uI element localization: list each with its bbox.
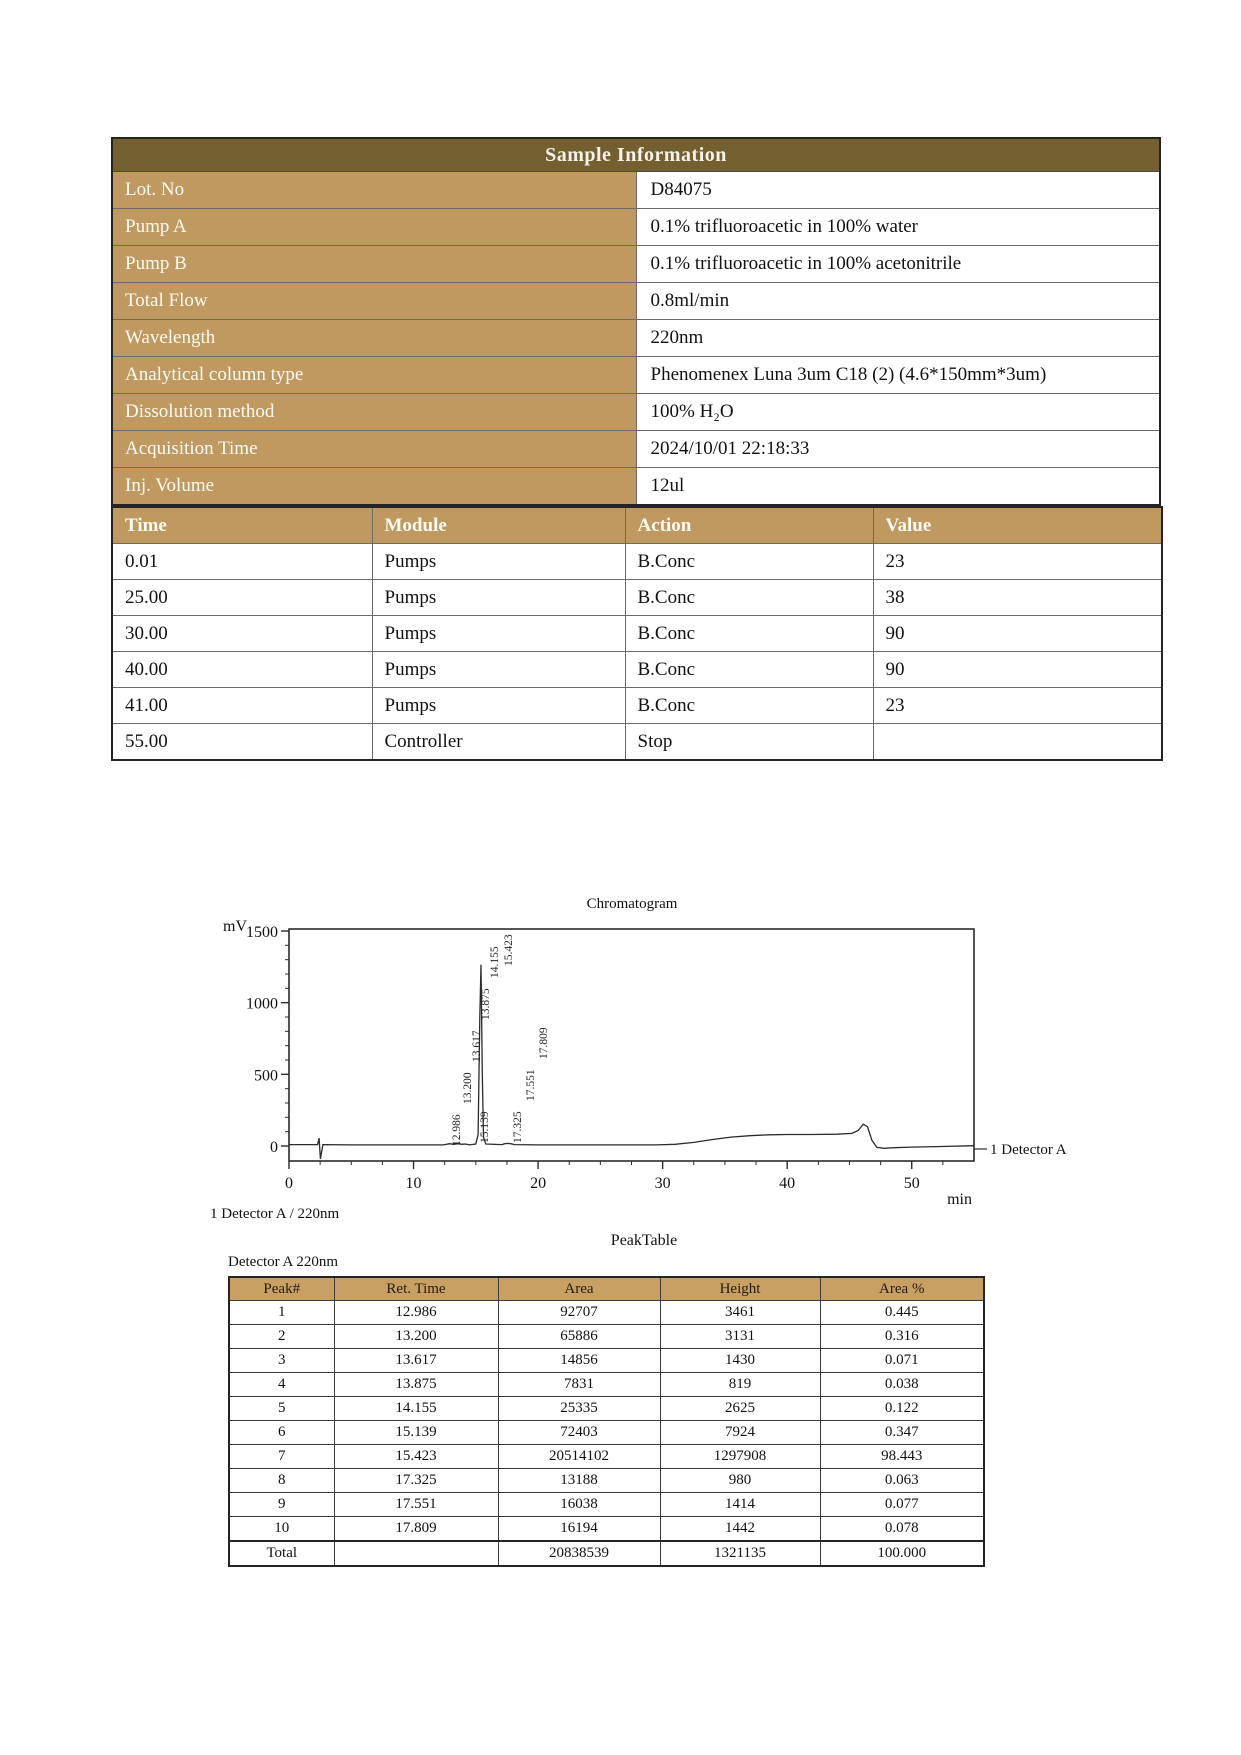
row-label: Dissolution method (112, 394, 636, 431)
table-row (112, 688, 1162, 724)
x-tick-label: 10 (405, 1175, 422, 1192)
table-row (112, 246, 1160, 283)
total-cell: Total (229, 1541, 334, 1566)
peak-retention-label: 13.200 (462, 1072, 474, 1104)
cell: 6 (229, 1421, 334, 1445)
total-cell (334, 1541, 498, 1566)
cell: 90 (873, 652, 1162, 688)
cell: 0.077 (820, 1493, 984, 1517)
y-tick-label: 500 (254, 1067, 278, 1085)
row-label: Inj. Volume (112, 468, 636, 506)
table-row (229, 1445, 984, 1469)
cell: Pumps (372, 616, 625, 652)
x-tick-label: 40 (779, 1175, 796, 1192)
cell: 0.01 (112, 544, 372, 580)
row-label: Total Flow (112, 283, 636, 320)
cell: 98.443 (820, 1445, 984, 1469)
x-tick-label: 0 (285, 1175, 293, 1192)
row-label: Wavelength (112, 320, 636, 357)
cell: 17.551 (334, 1493, 498, 1517)
chart-footer-label: 1 Detector A / 220nm (210, 1206, 340, 1222)
cell: Pumps (372, 544, 625, 580)
cell: 7924 (660, 1421, 820, 1445)
row-value: 0.1% trifluoroacetic in 100% acetonitrile (636, 246, 1160, 283)
cell: 25335 (498, 1397, 660, 1421)
cell: 1442 (660, 1517, 820, 1542)
row-label: Analytical column type (112, 357, 636, 394)
cell: Pumps (372, 688, 625, 724)
row-value: 220nm (636, 320, 1160, 357)
column-header: Ret. Time (334, 1277, 498, 1301)
cell (873, 724, 1162, 761)
cell: 13188 (498, 1469, 660, 1493)
cell: 3461 (660, 1301, 820, 1325)
cell: B.Conc (625, 652, 873, 688)
cell: 0.071 (820, 1349, 984, 1373)
cell: 1297908 (660, 1445, 820, 1469)
row-value: 100% H₂O (636, 394, 1160, 431)
series-label: 1 Detector A (990, 1142, 1067, 1158)
cell: 72403 (498, 1421, 660, 1445)
column-header: Area % (820, 1277, 984, 1301)
cell: 5 (229, 1397, 334, 1421)
cell: 13.875 (334, 1373, 498, 1397)
cell: 14.155 (334, 1397, 498, 1421)
table-row (229, 1397, 984, 1421)
cell: 16194 (498, 1517, 660, 1542)
table-row (112, 138, 1160, 172)
cell: 3 (229, 1349, 334, 1373)
table-row (229, 1421, 984, 1445)
table-row (229, 1349, 984, 1373)
total-cell: 1321135 (660, 1541, 820, 1566)
row-label: Acquisition Time (112, 431, 636, 468)
cell: 90 (873, 616, 1162, 652)
table-row (229, 1325, 984, 1349)
column-header: Time (112, 507, 372, 544)
x-tick-label: 20 (530, 1175, 547, 1192)
total-cell: 100.000 (820, 1541, 984, 1566)
cell: 9 (229, 1493, 334, 1517)
table-row (112, 209, 1160, 246)
table-row (229, 1541, 984, 1566)
column-header: Height (660, 1277, 820, 1301)
cell: 0.347 (820, 1421, 984, 1445)
cell: 3131 (660, 1325, 820, 1349)
row-label: Pump A (112, 209, 636, 246)
y-tick-label: 0 (270, 1139, 278, 1156)
cell: 7 (229, 1445, 334, 1469)
cell: 17.325 (334, 1469, 498, 1493)
table-row (112, 394, 1160, 431)
table-header-row (229, 1277, 984, 1301)
y-tick-label: 1500 (246, 924, 278, 941)
sample-information-table (111, 137, 1161, 506)
peak-retention-label: 12.986 (451, 1114, 463, 1146)
table-header-row (112, 507, 1162, 544)
cell: 55.00 (112, 724, 372, 761)
table-row (229, 1493, 984, 1517)
cell: 0.063 (820, 1469, 984, 1493)
cell: 41.00 (112, 688, 372, 724)
table-row (112, 544, 1162, 580)
cell: 25.00 (112, 580, 372, 616)
row-value: 0.1% trifluoroacetic in 100% water (636, 209, 1160, 246)
row-value: 0.8ml/min (636, 283, 1160, 320)
table-row (112, 283, 1160, 320)
cell: 10 (229, 1517, 334, 1542)
cell: 92707 (498, 1301, 660, 1325)
x-tick-label: 30 (654, 1175, 671, 1192)
cell: 2 (229, 1325, 334, 1349)
table-row (112, 652, 1162, 688)
detector-signal-trace (289, 965, 974, 1159)
peak-retention-label: 15.423 (503, 934, 515, 966)
peak-retention-label: 13.617 (471, 1030, 483, 1062)
row-value: Phenomenex Luna 3um C18 (2) (4.6*150mm*3um) (636, 357, 1160, 394)
table-row (112, 724, 1162, 761)
table-row (229, 1301, 984, 1325)
column-header: Peak# (229, 1277, 334, 1301)
table-row (112, 468, 1160, 506)
table-row (112, 431, 1160, 468)
row-value: 2024/10/01 22:18:33 (636, 431, 1160, 468)
cell: 0.038 (820, 1373, 984, 1397)
row-label: Pump B (112, 246, 636, 283)
cell: 40.00 (112, 652, 372, 688)
cell: 65886 (498, 1325, 660, 1349)
cell: 4 (229, 1373, 334, 1397)
cell: 1 (229, 1301, 334, 1325)
cell: 7831 (498, 1373, 660, 1397)
column-header: Module (372, 507, 625, 544)
cell: 2625 (660, 1397, 820, 1421)
cell: 38 (873, 580, 1162, 616)
peaktable-title: PeakTable (610, 1232, 678, 1249)
table-row (112, 580, 1162, 616)
cell: B.Conc (625, 580, 873, 616)
gradient-program-table (111, 506, 1163, 761)
plot-frame (289, 929, 974, 1161)
cell: 819 (660, 1373, 820, 1397)
table-row (229, 1469, 984, 1493)
cell: 14856 (498, 1349, 660, 1373)
row-value: D84075 (636, 172, 1160, 209)
peak-table (228, 1276, 985, 1567)
cell: 15.423 (334, 1445, 498, 1469)
cell: 0.078 (820, 1517, 984, 1542)
column-header: Value (873, 507, 1162, 544)
cell: 0.316 (820, 1325, 984, 1349)
column-header: Action (625, 507, 873, 544)
peak-retention-label: 17.809 (538, 1027, 550, 1059)
cell: 1414 (660, 1493, 820, 1517)
y-tick-label: 1000 (246, 995, 278, 1013)
cell: 13.200 (334, 1325, 498, 1349)
cell: 30.00 (112, 616, 372, 652)
cell: 20514102 (498, 1445, 660, 1469)
cell: B.Conc (625, 688, 873, 724)
chart-title: Chromatogram (586, 896, 678, 912)
x-tick-label: 50 (903, 1175, 920, 1192)
x-axis-unit-label: min (947, 1191, 972, 1208)
row-label: Lot. No (112, 172, 636, 209)
peak-retention-label: 15.139 (479, 1111, 491, 1143)
peak-retention-label: 17.325 (512, 1111, 524, 1143)
cell: Pumps (372, 652, 625, 688)
cell: B.Conc (625, 544, 873, 580)
table-row (229, 1517, 984, 1542)
table-row (229, 1373, 984, 1397)
cell: B.Conc (625, 616, 873, 652)
cell: 16038 (498, 1493, 660, 1517)
cell: 1430 (660, 1349, 820, 1373)
sample-information-title: Sample Information (112, 138, 1160, 172)
total-cell: 20838539 (498, 1541, 660, 1566)
cell: 23 (873, 544, 1162, 580)
cell: 0.445 (820, 1301, 984, 1325)
peak-retention-label: 13.875 (480, 988, 492, 1020)
cell: 0.122 (820, 1397, 984, 1421)
cell: Controller (372, 724, 625, 761)
row-value: 12ul (636, 468, 1160, 506)
column-header: Area (498, 1277, 660, 1301)
peak-retention-label: 14.155 (489, 946, 501, 978)
cell: Pumps (372, 580, 625, 616)
cell: 980 (660, 1469, 820, 1493)
peak-retention-label: 17.551 (525, 1069, 537, 1101)
cell: 12.986 (334, 1301, 498, 1325)
table-row (112, 320, 1160, 357)
table-row (112, 357, 1160, 394)
y-axis-unit-label: mV (223, 918, 247, 935)
cell: 15.139 (334, 1421, 498, 1445)
peaktable-subtitle: Detector A 220nm (228, 1254, 338, 1270)
cell: 23 (873, 688, 1162, 724)
cell: 8 (229, 1469, 334, 1493)
table-row (112, 616, 1162, 652)
cell: 13.617 (334, 1349, 498, 1373)
table-row (112, 172, 1160, 209)
cell: Stop (625, 724, 873, 761)
cell: 17.809 (334, 1517, 498, 1542)
